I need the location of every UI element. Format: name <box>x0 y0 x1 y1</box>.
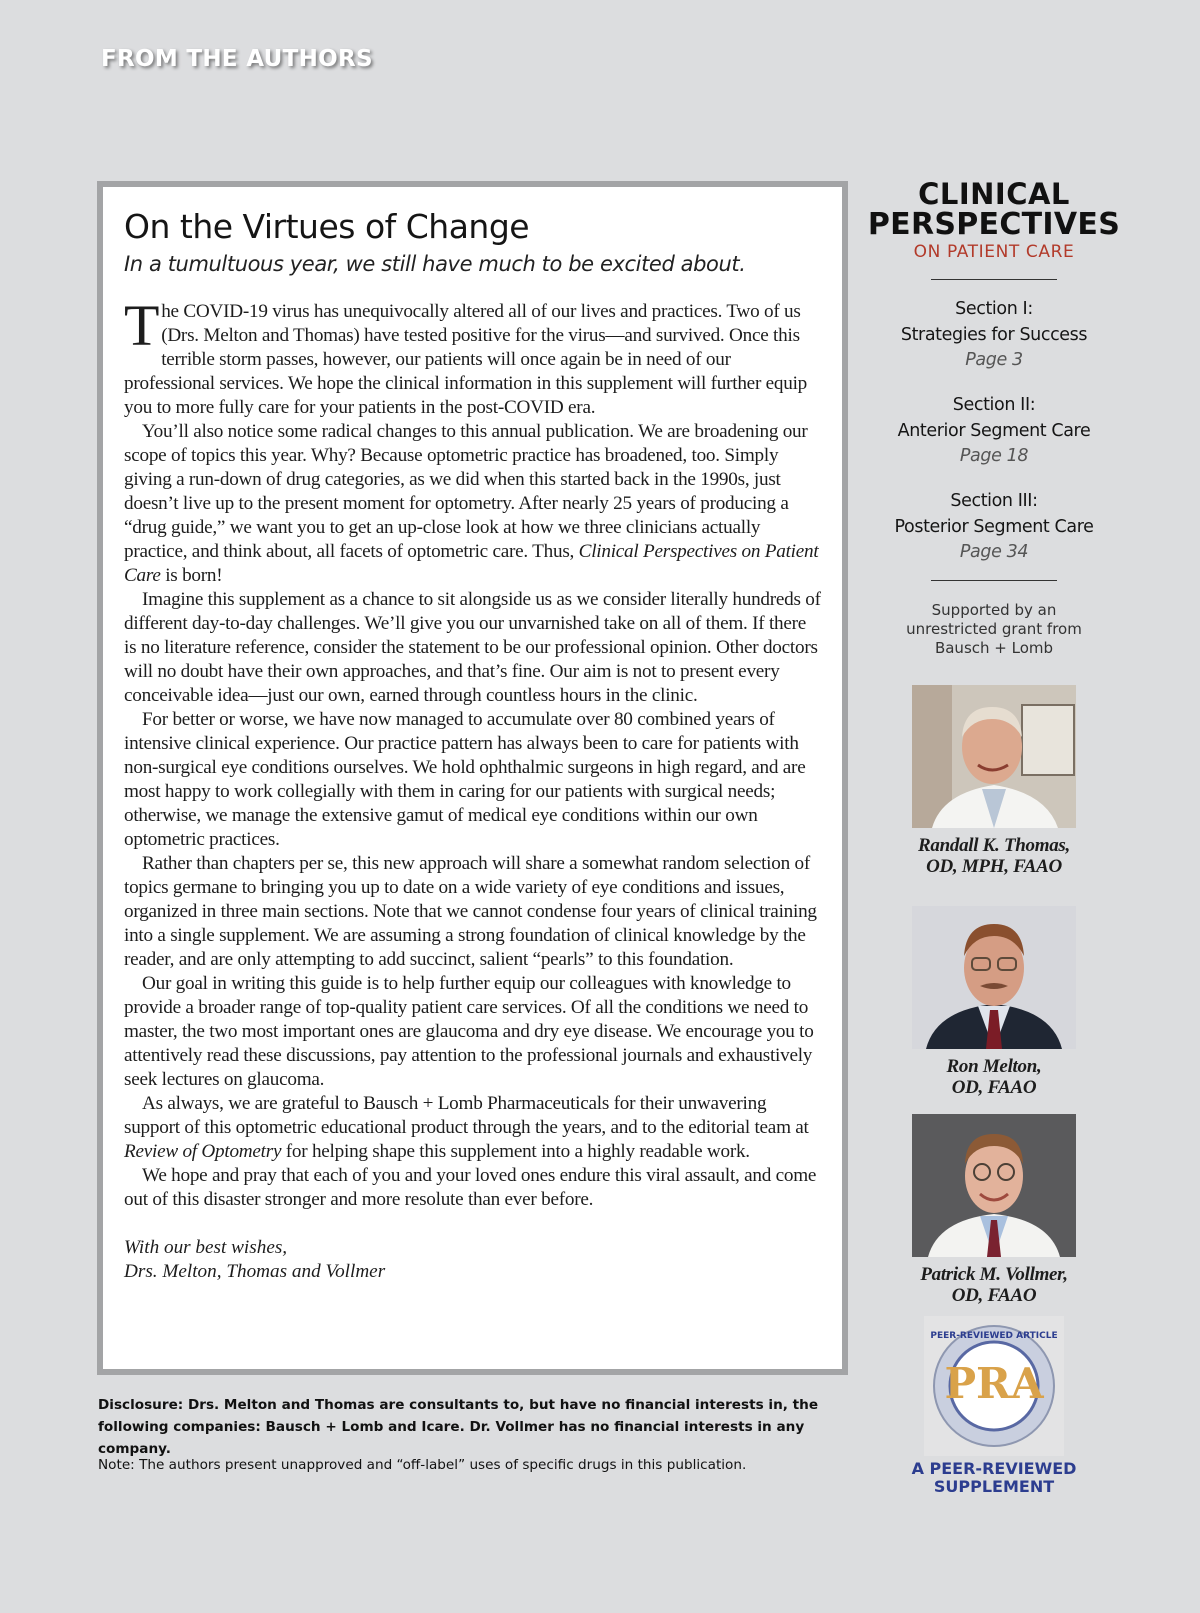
author-photo <box>912 906 1076 1049</box>
disclosure-text: Disclosure: Drs. Melton and Thomas are consultants to, but have no financial interests in, the following companies: Bausch + Lomb and Icare. Dr. Vollmer has no financial interests in any company. <box>98 1397 819 1457</box>
peer-label-line-2: SUPPLEMENT <box>933 1477 1055 1496</box>
divider <box>931 580 1057 581</box>
toc-page-number: Page 34 <box>959 542 1029 562</box>
toc-page-number: Page 18 <box>959 446 1029 466</box>
author-name-line-1: Ron Melton, <box>946 1056 1042 1077</box>
toc-section-label: Section III: <box>950 491 1038 511</box>
paragraph-3: Imagine this supplement as a chance to sit alongside us as we consider literally hundreds of different day-to-day challenges. We’ll give you our unvarnished take on all of them. If there is no literature reference, consider the statement to be our professional opinion. Other doctors will no doubt have their own approaches, and that’s fine. Our aim is not to present every conceivable idea—just our own, earned through countless hours in the clinic. <box>124 589 821 706</box>
author-name <box>866 835 1122 877</box>
article-title: On the Virtues of Change <box>124 207 530 246</box>
brand-title-line-2: PERSPECTIVES <box>867 207 1121 242</box>
author-credentials: OD, FAAO <box>951 1285 1037 1306</box>
toc-section-title: Posterior Segment Care <box>894 517 1094 537</box>
article-subtitle: In a tumultuous year, we still have much to be excited about. <box>124 252 746 276</box>
author-card-thomas <box>866 685 1122 877</box>
signoff <box>124 1236 822 1284</box>
badge-ring-text: PEER-REVIEWED ARTICLE <box>930 1331 1058 1341</box>
journal-title: Review of Optometry <box>124 1141 282 1162</box>
article-body <box>124 293 822 1212</box>
note-text: Note: The authors present unapproved and “off-label” uses of specific drugs in this publication. <box>98 1457 747 1473</box>
grant-text: Supported by an unrestricted grant from Bausch + Lomb <box>906 601 1082 657</box>
toc-section-title: Anterior Segment Care <box>897 421 1091 441</box>
toc-item-section-1 <box>866 296 1122 372</box>
article-box <box>97 181 848 1375</box>
author-card-melton <box>866 906 1122 1098</box>
paragraph-8: We hope and pray that each of you and your loved ones endure this viral assault, and come out of this disaster stronger and more resolute than ever before. <box>124 1165 817 1210</box>
paragraph-7 <box>124 1092 822 1164</box>
peer-reviewed-label <box>866 1460 1122 1496</box>
table-of-contents <box>866 296 1122 564</box>
brand-tagline: ON PATIENT CARE <box>913 242 1075 262</box>
author-credentials: OD, MPH, FAAO <box>926 856 1062 877</box>
toc-item-section-2 <box>866 392 1122 468</box>
paragraph-2 <box>124 420 822 588</box>
signoff-line-2: Drs. Melton, Thomas and Vollmer <box>124 1261 386 1282</box>
author-photo <box>912 1114 1076 1257</box>
paragraph-5: Rather than chapters per se, this new approach will share a somewhat random selection of topics germane to bringing you up to date on a wide variety of eye conditions and issues, organized in three main sections. Note that we cannot condense four years of clinical training into a single supplement. We are assuming a strong foundation of clinical knowledge by the reader, and are only attempting to add succinct, salient “pearls” to this foundation. <box>124 853 817 970</box>
sidebar <box>866 177 1122 1496</box>
section-label: FROM THE AUTHORS <box>101 46 373 72</box>
author-name-line-1: Randall K. Thomas, <box>918 835 1070 856</box>
paragraph-1-text: he COVID-19 virus has unequivocally altered all of our lives and practices. Two of us (Drs. Melton and Thomas) have tested positive for the virus—and survived. Once this terrible storm passes, however, our patients will once again be in need of our professional services. We hope the clinical information in this supplement will further equip you to more fully care for your patients in the post-COVID era. <box>124 301 808 418</box>
author-name <box>866 1264 1122 1306</box>
toc-item-section-3 <box>866 488 1122 564</box>
peer-label-line-1: A PEER-REVIEWED <box>911 1459 1077 1478</box>
toc-section-label: Section I: <box>955 299 1033 319</box>
toc-page-number: Page 3 <box>965 350 1023 370</box>
signoff-line-1: With our best wishes, <box>124 1237 288 1258</box>
paragraph-4: For better or worse, we have now managed to accumulate over 80 combined years of intensive clinical experience. Our practice pattern has always been to care for patients with non-surgical eye conditions ourselves. We hold ophthalmic surgeons in high regard, and are most happy to work collegially with them in caring for our patients with surgical needs; otherwise, we manage the extensive gamut of medical eye conditions within our own optometric practices. <box>124 709 806 850</box>
publication-title: Clinical Perspectives on Patient Care <box>124 541 819 586</box>
badge-letters: PRA <box>944 1359 1044 1408</box>
author-credentials: OD, FAAO <box>951 1077 1037 1098</box>
toc-section-title: Strategies for Success <box>900 325 1088 345</box>
author-name <box>866 1056 1122 1098</box>
paragraph-7-end: for helping shape this supplement into a highly readable work. <box>281 1141 750 1162</box>
paragraph-2-text: You’ll also notice some radical changes to this annual publication. We are broadening our scope of topics this year. Why? Because optometric practice has broadened, too. Simply giving a run-down of drug categories, as we did when this started back in the 1990s, just doesn’t live up to the present moment for optometry. After nearly 25 years of producing a “drug guide,” we want you to get an up-close look at how we three clinicians actually practice, and think about, all facets of optometric care. Thus, <box>124 421 808 562</box>
author-card-vollmer <box>866 1114 1122 1306</box>
toc-section-label: Section II: <box>952 395 1036 415</box>
paragraph-2-end: is born! <box>160 565 223 586</box>
brand-title-line-1: CLINICAL <box>918 177 1070 211</box>
paragraph-6: Our goal in writing this guide is to help further equip our colleagues with knowledge to provide a broader range of top-quality patient care services. Of all the conditions we need to master, the two most important ones are glaucoma and dry eye disease. We encourage you to attentively read these discussions, pay attention to the professional journals and exhaustively seek lectures on glaucoma. <box>124 973 814 1090</box>
peer-reviewed-badge <box>924 1316 1064 1456</box>
paragraph-1 <box>124 293 822 420</box>
divider <box>931 279 1057 280</box>
author-photo <box>912 685 1076 828</box>
author-name-line-1: Patrick M. Vollmer, <box>920 1264 1068 1285</box>
paragraph-7-text: As always, we are grateful to Bausch + Lomb Pharmaceuticals for their unwavering support of this optometric educational product through the years, and to the editorial team at <box>124 1093 809 1138</box>
drop-cap: T <box>124 293 160 358</box>
